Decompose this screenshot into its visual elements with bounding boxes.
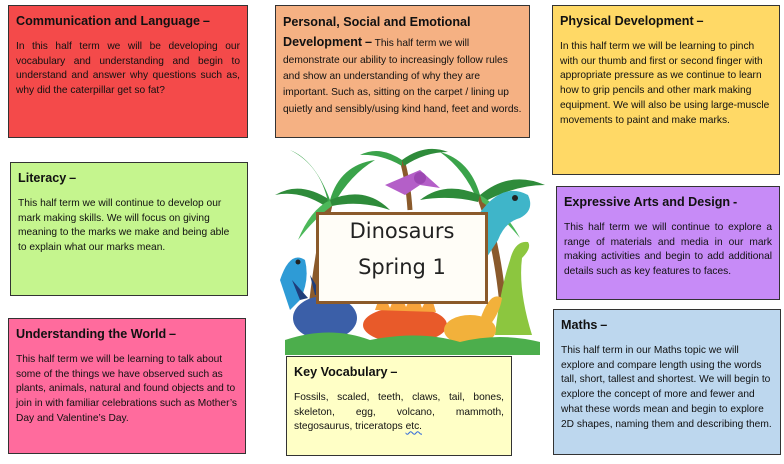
communication-heading: Communication and Language: [16, 14, 201, 28]
understanding-body: This half term we will be learning to talk about some of the things we have observed such as plants, animals, natural and found objects and to join in with familiar celebrations such as Mother’s Day and Valentine’s Day.: [16, 353, 238, 424]
expressive-dash: -: [732, 195, 738, 209]
psed-dash: –: [364, 35, 372, 50]
literacy-heading: Literacy: [18, 171, 67, 185]
literacy-panel: [10, 162, 248, 296]
vocabulary-etc: etc.: [405, 421, 422, 433]
blue-dinosaur-icon: [280, 258, 307, 311]
vocabulary-body: Fossils, scaled, teeth, claws, tail, bones, skeleton, egg, volcano, mammoth, stegosaurus, triceratops: [294, 391, 504, 433]
communication-dash: –: [202, 14, 210, 28]
psed-body: This half term we will demonstrate our ability to increasingly follow rules and show an understanding of why they are important. Such as, sitting on the carpet / lining up quietly and sensibly/using kind hand, feet and words.: [283, 38, 522, 115]
psed-text: [283, 12, 522, 118]
key-vocabulary-panel: [286, 356, 512, 456]
physical-body: In this half term we will be learning to pinch with our thumb and first or second finger with appropriate pressure as we continue to learn how to grip pencils and other mark making equipment. We will also be using large-muscle movements to paint and make marks.: [560, 40, 770, 126]
literacy-body: This half term we will continue to develop our mark making skills. We will focus on giving meaning to the marks we make and being able to explain what our marks mean.: [18, 197, 230, 254]
communication-language-panel: [8, 5, 248, 138]
psed-heading: Personal, Social and Emotional Development: [283, 15, 471, 50]
maths-panel: [553, 309, 781, 455]
vocabulary-heading: Key Vocabulary: [294, 365, 388, 379]
physical-development-panel: [552, 5, 780, 175]
understanding-heading: Understanding the World: [16, 327, 167, 341]
topic-title: Dinosaurs: [349, 219, 455, 243]
literacy-dash: –: [69, 171, 77, 185]
maths-body: This half term in our Maths topic we will explore and compare length using the words tall, short, tallest and shortest. We will begin to explore the concept of more and fewer and what these words mean and begin to explore 2D shapes, naming them and describing them.: [561, 344, 772, 430]
physical-dash: –: [696, 14, 704, 28]
topic-term: Spring 1: [358, 255, 446, 279]
vocabulary-dash: –: [390, 365, 398, 379]
expressive-body: This half term we will continue to explore a range of materials and media in our mark making activities and begin to add additional details such as key features to faces.: [564, 221, 772, 278]
expressive-heading: Expressive Arts and Design: [564, 195, 731, 209]
maths-heading: Maths: [561, 318, 598, 332]
psed-panel: [275, 5, 530, 138]
ground-foliage: [285, 333, 540, 356]
pterodactyl-icon: [385, 170, 440, 195]
understanding-world-panel: [8, 318, 246, 454]
physical-heading: Physical Development: [560, 14, 694, 28]
communication-body: In this half term we will be developing our vocabulary and understanding and begin to understand and answer why questions such as, why did the caterpillar get so fat?: [16, 40, 240, 97]
vocabulary-text: [294, 391, 504, 435]
expressive-arts-panel: [556, 186, 780, 300]
topic-title-board: [316, 212, 488, 304]
maths-dash: –: [600, 318, 608, 332]
understanding-dash: –: [169, 327, 177, 341]
